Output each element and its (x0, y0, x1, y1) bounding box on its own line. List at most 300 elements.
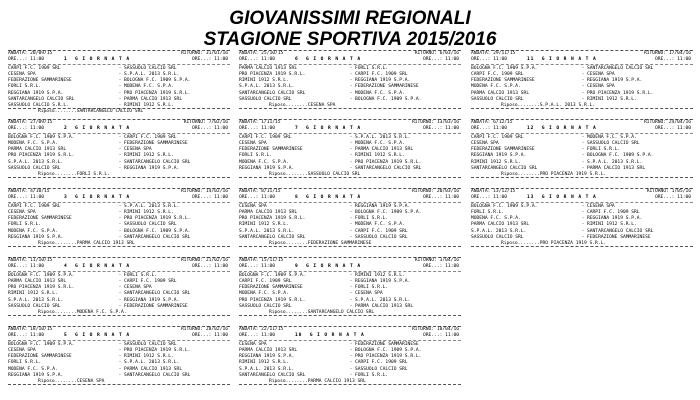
away-team: CESENA SPA (355, 291, 383, 297)
ora-andata (239, 57, 295, 63)
home-team: FEDERAZIONE SAMMARINESE (239, 285, 303, 291)
ore-value: 11:00 (261, 264, 275, 270)
giornata-number: 11 (527, 57, 535, 63)
home-team: SASSUOLO CALCIO SRL (471, 96, 524, 102)
giornata-block (471, 50, 693, 109)
vs-dash: - (118, 153, 122, 159)
riposo-label: Riposo........ (38, 108, 77, 114)
vs-dash: - (581, 165, 585, 171)
vs-dash: - (349, 66, 353, 72)
vs-dash: - (349, 342, 353, 348)
away-team: SASSUOLO CALCIO SRL (587, 141, 640, 147)
home-team: RIMINI 1912 S.R.L. (239, 78, 289, 84)
home-team: MODENA F.C. S.P.A. (239, 291, 289, 297)
vs-dash: - (118, 147, 122, 153)
home-team: MODENA F.C. S.P.A. (239, 159, 289, 165)
andata-label: ANDATA: (8, 258, 28, 263)
giornata-label (527, 195, 621, 201)
away-team: SASSUOLO CALCIO SRL (355, 366, 408, 372)
away-team: REGGIANA 1919 S.P.A. (587, 216, 643, 222)
ore-label: ORE...: (192, 333, 212, 339)
away-team: PRO PIACENZA 1919 S.R.L. (587, 90, 654, 96)
ora-andata (471, 195, 527, 201)
riposo-row (8, 310, 230, 316)
giornata-number: 8 (295, 195, 299, 201)
away-team: S.P.A.L. 2013 S.R.L. (355, 135, 411, 141)
ora-ritorno (389, 333, 461, 339)
home-team: PRO PIACENZA 1919 S.R.L. (8, 153, 75, 159)
riposo-team: PARMA CALCIO 1913 SRL (76, 240, 135, 246)
home-team: RIMINI 1912 S.R.L. (8, 291, 58, 297)
vs-dash: - (581, 78, 585, 84)
home-team: PARMA CALCIO 1913 SRL (8, 147, 67, 153)
vs-dash: - (349, 135, 353, 141)
away-team: PARMA CALCIO 1913 SRL (355, 147, 414, 153)
giornata-time-row (8, 57, 230, 63)
home-team: REGGIANA 1919 S.P.A. (239, 354, 295, 360)
vs-dash: - (349, 348, 353, 354)
away-team: SANTARCANGELO CALCIO SRL (587, 228, 654, 234)
vs-dash: - (581, 222, 585, 228)
away-team: SANTARCANGELO CALCIO SRL (124, 159, 191, 165)
giornata-text: G I O R N A T A (75, 57, 131, 63)
home-team: CARPI F.C. 1909 SRL (471, 135, 524, 141)
giornata-label (295, 126, 389, 132)
andata-label: ANDATA: (471, 120, 491, 125)
ore-label: ORE...: (423, 264, 443, 270)
away-team: MODENA F.C. S.P.A. (355, 222, 405, 228)
away-team: BOLOGNA F.C. 1909 S.P.A. (124, 78, 191, 84)
home-team: PARMA CALCIO 1913 SRL (239, 210, 298, 216)
giornata-block (239, 326, 461, 385)
home-team: PRO PIACENZA 1919 S.R.L. (239, 216, 306, 222)
home-team: S.P.A.L. 2013 S.R.L. (239, 84, 295, 90)
home-team: REGGIANA 1919 S.P.A. (471, 153, 527, 159)
away-team: PRO PIACENZA 1919 S.R.L. (124, 216, 191, 222)
riposo-team: SANTARCANGELO CALCIO SRL (307, 309, 375, 315)
vs-dash: - (118, 210, 122, 216)
riposo-team: SASSUOLO CALCIO SRL (307, 171, 361, 177)
andata-value: 22/11/15 (261, 327, 284, 332)
giornata-label (64, 195, 158, 201)
ora-andata (471, 57, 527, 63)
riposo-team: S.P.A.L. 2013 S.R.L. (539, 102, 596, 108)
andata-label: ANDATA: (8, 51, 28, 56)
ritorno-label: RITORNO: (411, 120, 435, 125)
ore-value: 11:00 (445, 195, 459, 201)
away-team: PARMA CALCIO 1913 SRL (355, 303, 414, 309)
page-subtitle: STAGIONE SPORTIVA 2015/2016 (203, 29, 497, 50)
giornata-number: 4 (64, 264, 68, 270)
ore-value: 11:00 (445, 264, 459, 270)
vs-dash: - (118, 222, 122, 228)
home-team: MODENA F.C. S.P.A. (8, 366, 58, 372)
home-team: PRO PIACENZA 1919 S.R.L. (8, 285, 75, 291)
ore-label: ORE...: (8, 126, 28, 132)
giornata-label (64, 57, 158, 63)
riposo-team: FORLI S.R.L. (76, 171, 110, 177)
ore-value: 11:00 (677, 126, 691, 132)
vs-dash: - (118, 102, 122, 108)
giornata-block (471, 119, 693, 178)
riposo-team: MODENA F.C. S.P.A. (76, 309, 127, 315)
ore-label: ORE...: (471, 195, 491, 201)
ora-ritorno (389, 57, 461, 63)
vs-dash: - (581, 141, 585, 147)
riposo-label: Riposo........ (269, 309, 308, 315)
ore-label: ORE...: (471, 126, 491, 132)
home-team: PRO PIACENZA 1919 S.R.L. (239, 72, 306, 78)
ore-label: ORE...: (655, 126, 675, 132)
home-team: BOLOGNA F.C. 1909 S.P.A. (239, 273, 306, 279)
vs-dash: - (349, 228, 353, 234)
away-team: SASSUOLO CALCIO SRL (124, 66, 177, 72)
away-team: CESENA SPA (124, 285, 152, 291)
ore-value: 11:00 (677, 195, 691, 201)
riposo-label: Riposo........ (501, 240, 540, 246)
vs-dash: - (349, 78, 353, 84)
giornata-text: G I O R N A T A (75, 333, 131, 339)
vs-dash: - (349, 303, 353, 309)
away-team: REGGIANA 1919 S.P.A. (355, 204, 411, 210)
giornata-text: G I O R N A T A (75, 264, 131, 270)
home-team: SASSUOLO CALCIO S.R.L. (8, 102, 69, 108)
giornata-label (527, 126, 621, 132)
home-team: SASSUOLO CALCIO SRL (8, 303, 61, 309)
home-team: BOLOGNA F.C. 1909 S.P.A. (8, 135, 75, 141)
riposo-label: Riposo........ (501, 102, 540, 108)
home-team: CARPI F.C. 1909 SRL (239, 279, 292, 285)
vs-dash: - (118, 285, 122, 291)
riposo-row (471, 172, 693, 178)
riposo-team: PRO PIACENZA 1919 S.R.L. (539, 171, 607, 177)
vs-dash: - (349, 210, 353, 216)
ore-label: ORE...: (239, 264, 259, 270)
away-team: PRO PIACENZA 1919 S.R.L. (124, 348, 191, 354)
giornata-text: G I O R N A T A (75, 126, 131, 132)
home-team: CESENA SPA (8, 72, 36, 78)
ritorno-label: RITORNO: (414, 258, 437, 263)
vs-dash: - (118, 96, 122, 102)
away-team: FEDERAZIONE SAMMARINESE (355, 342, 419, 348)
giornata-block (8, 50, 230, 114)
home-team: SASSUOLO CALCIO SRL (239, 303, 292, 309)
vs-dash: - (349, 279, 353, 285)
giornata-block (8, 326, 230, 385)
away-team: FEDERAZIONE SAMMARINESE (124, 303, 188, 309)
ritorno-label: RITORNO: (411, 189, 435, 194)
vs-dash: - (349, 234, 353, 240)
ora-andata (8, 57, 64, 63)
ora-ritorno (389, 126, 461, 132)
riposo-team: CESENA SPA (76, 378, 105, 384)
ritorno-label: RITORNO: (180, 327, 204, 332)
away-team: SASSUOLO CALCIO SRL (124, 222, 177, 228)
ore-label: ORE...: (423, 126, 443, 132)
andata-label: ANDATA: (8, 327, 28, 332)
vs-dash: - (349, 84, 353, 90)
home-team: FEDERAZIONE SAMMARINESE (8, 78, 72, 84)
giornata-time-row (471, 126, 693, 132)
riposo-row (239, 172, 461, 178)
vs-dash: - (349, 153, 353, 159)
home-team: BOLOGNA F.C. 1909 S.P.A. (8, 273, 75, 279)
vs-dash: - (349, 372, 353, 378)
away-team: MODENA F.C. S.P.A. (355, 90, 405, 96)
ore-value: 11:00 (445, 333, 459, 339)
giornata-time-row (471, 57, 693, 63)
riposo-team: SANTARCANGELO CALCIO SRL (76, 108, 144, 114)
vs-dash: - (118, 78, 122, 84)
andata-value: 11/10/15 (30, 258, 53, 263)
ore-value: 11:00 (677, 57, 691, 63)
home-team: FEDERAZIONE SAMMARINESE (8, 354, 72, 360)
away-team: SASSUOLO CALCIO SRL (124, 342, 177, 348)
ritorno-value: 24/04/16 (668, 120, 691, 125)
ora-andata (8, 126, 64, 132)
vs-dash: - (349, 90, 353, 96)
vs-dash: - (581, 204, 585, 210)
vs-dash: - (118, 135, 122, 141)
home-team: S.P.A.L. 2013 S.R.L. (8, 297, 64, 303)
away-team: RIMINI 1912 S.R.L. (587, 222, 637, 228)
giornata-time-row (239, 57, 461, 63)
home-team: S.P.A.L. 2013 S.R.L. (239, 228, 295, 234)
andata-value: 6/12/15 (493, 120, 513, 125)
ore-value: 11:00 (30, 333, 44, 339)
giornata-block (8, 188, 230, 247)
ore-value: 11:00 (261, 195, 275, 201)
home-team: FEDERAZIONE SAMMARINESE (239, 147, 303, 153)
ritorno-value: 1/05/16 (671, 189, 691, 194)
ritorno-label: RITORNO: (646, 189, 669, 194)
giornata-time-row (8, 333, 230, 339)
away-team: RIMINI 1912 S.R.L. (124, 210, 174, 216)
home-team: MODENA F.C. S.P.A. (471, 216, 521, 222)
andata-value: 18/10/15 (30, 327, 53, 332)
home-team: MODENA F.C. S.P.A. (471, 84, 521, 90)
ore-label: ORE...: (192, 195, 212, 201)
home-team: SASSUOLO CALCIO SRL (239, 96, 292, 102)
home-team: FORLI S.R.L. (8, 360, 42, 366)
andata-label: ANDATA: (239, 189, 259, 194)
riposo-label: Riposo........ (269, 240, 308, 246)
ora-andata (8, 264, 64, 270)
andata-label: ANDATA: (8, 120, 28, 125)
giornata-time-row (239, 195, 461, 201)
home-team: FORLI S.R.L. (8, 84, 42, 90)
vs-dash: - (118, 297, 122, 303)
vs-dash: - (349, 159, 353, 165)
ore-label: ORE...: (8, 264, 28, 270)
giornata-number: 3 (64, 195, 68, 201)
home-team: BOLOGNA F.C. 1909 S.P.A. (471, 204, 538, 210)
divider (239, 202, 461, 203)
ore-label: ORE...: (239, 333, 259, 339)
vs-dash: - (118, 348, 122, 354)
home-team: CESENA SPA (239, 342, 267, 348)
riposo-row (8, 172, 230, 178)
giornata-text: G I O R N A T A (309, 333, 365, 339)
ritorno-value: 20/03/16 (436, 189, 459, 194)
home-team: FEDERAZIONE SAMMARINESE (8, 216, 72, 222)
andata-label: ANDATA: (8, 189, 28, 194)
home-team: REGGIANA 1919 S.P.A. (8, 234, 64, 240)
ora-andata (8, 333, 64, 339)
home-team: SANTARCANGELO CALCIO SRL (8, 96, 75, 102)
away-team: FORLI S.R.L. (124, 273, 158, 279)
giornata-number: 2 (64, 126, 68, 132)
schedule-column-3 (471, 50, 693, 257)
ritorno-value: 13/03/16 (436, 120, 459, 125)
ritorno-label: RITORNO: (643, 120, 667, 125)
away-team: CESENA SPA (587, 204, 615, 210)
away-team: CARPI F.C. 1909 SRL (355, 72, 408, 78)
away-team: FORLI S.R.L. (587, 147, 621, 153)
vs-dash: - (349, 354, 353, 360)
vs-dash: - (581, 96, 585, 102)
vs-dash: - (581, 147, 585, 153)
riposo-row (8, 241, 230, 247)
ore-label: ORE...: (192, 57, 212, 63)
riposo-label: Riposo........ (501, 171, 540, 177)
giornata-time-row (471, 195, 693, 201)
page-title: GIOVANISSIMI REGIONALI (229, 8, 471, 29)
andata-value: 25/10/15 (261, 51, 284, 56)
ritorno-value: 7/02/16 (208, 120, 228, 125)
giornata-time-row (8, 126, 230, 132)
vs-dash: - (118, 228, 122, 234)
home-team: FORLI S.R.L. (471, 210, 505, 216)
ore-value: 11:00 (445, 126, 459, 132)
home-team: MODENA F.C. S.P.A. (8, 141, 58, 147)
giornata-number: 13 (527, 195, 535, 201)
ora-ritorno (621, 195, 693, 201)
riposo-row (471, 103, 693, 109)
ore-label: ORE...: (8, 333, 28, 339)
away-team: FEDERAZIONE SAMMARINESE (587, 234, 651, 240)
home-team: S.P.A.L. 2013 S.R.L. (239, 366, 295, 372)
ore-value: 11:00 (30, 264, 44, 270)
vs-dash: - (581, 135, 585, 141)
riposo-label: Riposo........ (38, 378, 77, 384)
riposo-label: Riposo........ (269, 102, 308, 108)
home-team: FORLI S.R.L. (239, 153, 273, 159)
home-team: RIMINI 1912 S.R.L. (239, 222, 289, 228)
vs-dash: - (349, 72, 353, 78)
ritorno-label: RITORNO: (643, 51, 667, 56)
ore-value: 11:00 (214, 333, 228, 339)
ore-value: 11:00 (493, 126, 507, 132)
andata-label: ANDATA: (239, 120, 259, 125)
away-team: FORLI S.R.L. (355, 216, 389, 222)
away-team: FORLI S.R.L. (355, 66, 389, 72)
riposo-row (239, 310, 461, 316)
home-team: SANTARCANGELO CALCIO SRL (239, 372, 306, 378)
away-team: BOLOGNA F.C. 1909 S.P.A. (355, 210, 422, 216)
away-team: CARPI F.C. 1909 SRL (124, 135, 177, 141)
away-team: SANTARCANGELO CALCIO SRL (587, 66, 654, 72)
home-team: PARMA CALCIO 1913 SRL (239, 348, 298, 354)
ritorno-value: 17/04/16 (668, 51, 691, 56)
home-team: CESENA SPA (471, 141, 499, 147)
schedule-column-1 (8, 50, 230, 395)
riposo-row (239, 103, 461, 109)
riposo-team: PARMA CALCIO 1913 SRL (307, 378, 366, 384)
away-team: FORLI S.R.L. (355, 285, 389, 291)
ritorno-value: 10/04/16 (436, 327, 459, 332)
ora-andata (471, 126, 527, 132)
home-team: CESENA SPA (239, 141, 267, 147)
away-team: RIMINI 1912 S.R.L. (355, 153, 405, 159)
giornata-label (64, 264, 158, 270)
giornata-label (295, 333, 389, 339)
riposo-row (471, 241, 693, 247)
giornata-time-row (8, 195, 230, 201)
andata-value: 13/12/15 (493, 189, 516, 194)
ora-andata (239, 195, 295, 201)
riposo-team: FEDERAZIONE SAMMARINESE (307, 240, 372, 246)
away-team: RIMINI 1912 S.R.L. (355, 273, 405, 279)
home-team: SANTARCANGELO CALCIO SRL (239, 90, 306, 96)
away-team: CESENA SPA (587, 84, 615, 90)
ora-ritorno (158, 264, 230, 270)
vs-dash: - (349, 222, 353, 228)
giornata-text: G I O R N A T A (306, 195, 362, 201)
vs-dash: - (349, 273, 353, 279)
vs-dash: - (118, 354, 122, 360)
vs-dash: - (581, 72, 585, 78)
riposo-team: CESENA SPA (307, 102, 336, 108)
ore-value: 11:00 (30, 126, 44, 132)
away-team: S.P.A.L. 2013 S.R.L. (124, 204, 180, 210)
vs-dash: - (118, 141, 122, 147)
away-team: MODENA F.C. S.P.A. (587, 135, 637, 141)
home-team: RIMINI 1912 S.R.L. (239, 360, 289, 366)
vs-dash: - (118, 372, 122, 378)
vs-dash: - (581, 84, 585, 90)
home-team: MODENA F.C. S.P.A. (8, 228, 58, 234)
home-team: FORLI S.R.L. (8, 222, 42, 228)
ore-value: 11:00 (214, 264, 228, 270)
giornata-text: G I O R N A T A (541, 195, 597, 201)
away-team: CESENA SPA (124, 147, 152, 153)
away-team: CARPI F.C. 1909 SRL (355, 360, 408, 366)
giornata-number: 6 (295, 57, 299, 63)
home-team: REGGIANA 1919 S.P.A. (8, 90, 64, 96)
vs-dash: - (581, 210, 585, 216)
home-team: CESENA SPA (8, 348, 36, 354)
vs-dash: - (118, 66, 122, 72)
andata-value: 4/10/15 (30, 189, 50, 194)
vs-dash: - (581, 228, 585, 234)
riposo-row (239, 379, 461, 385)
giornata-time-row (8, 264, 230, 270)
away-team: PARMA CALCIO 1913 SRL (124, 366, 183, 372)
home-team: REGGIANA 1919 S.P.A. (239, 165, 295, 171)
home-team: CARPI F.C. 1909 SRL (8, 66, 61, 72)
vs-dash: - (118, 90, 122, 96)
giornata-number: 12 (527, 126, 535, 132)
vs-dash: - (118, 159, 122, 165)
giornata-time-row (239, 126, 461, 132)
home-team: BOLOGNA F.C. 1909 S.P.A. (8, 342, 75, 348)
riposo-team: PRO PIACENZA 1919 S.R.L. (539, 240, 607, 246)
giornata-text: G I O R N A T A (541, 126, 597, 132)
ora-andata (239, 264, 295, 270)
home-team: S.P.A.L. 2013 S.R.L. (8, 159, 64, 165)
away-team: BOLOGNA F.C. 1909 S.P.A. (355, 348, 422, 354)
